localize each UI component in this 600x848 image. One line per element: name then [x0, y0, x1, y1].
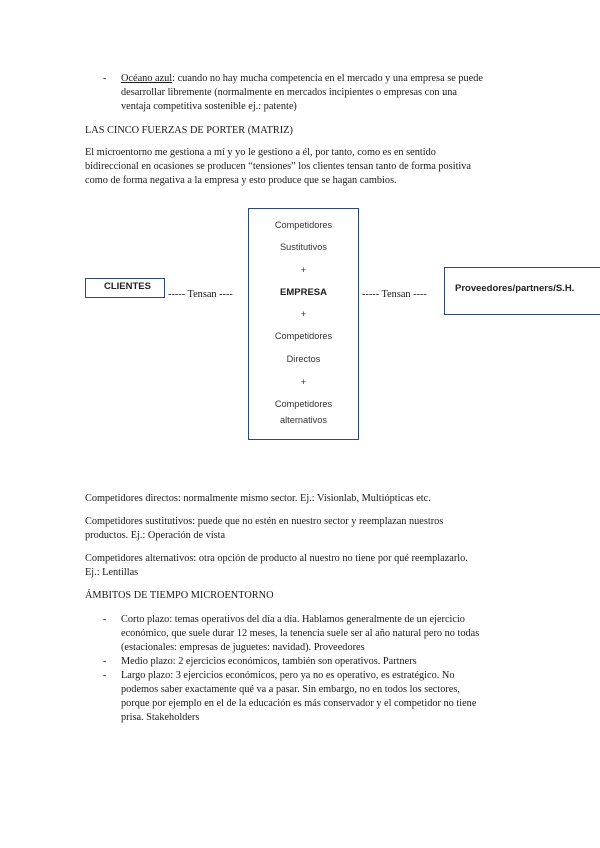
alternativos-line2: Ej.: Lentillas — [85, 567, 139, 578]
porter-paragraph — [85, 146, 545, 188]
proveedores-label: Proveedores/partners/S.H. — [455, 283, 575, 294]
tensan-right: ----- Tensan ---- — [362, 289, 427, 300]
center-plus-3: + — [300, 377, 307, 387]
center-plus-1: + — [300, 265, 307, 275]
center-line-competidores-1: Competidores — [274, 220, 333, 230]
sustitutivos-line1: Competidores sustitutivos: puede que no estén en nuestro sector y reemplazan nuestros — [85, 516, 444, 527]
bullet-dash: - — [103, 670, 107, 681]
oceano-azul-line3: ventaja competitiva sostenible ej.: patente) — [121, 101, 297, 112]
center-plus-2: + — [300, 309, 307, 319]
largo-line1: Largo plazo: 3 ejercicios económicos, pero ya no es operativo, es estratégico. No — [121, 670, 455, 681]
porter-p-line1: El microentorno me gestiona a mí y yo le gestiono a él, por tanto, como es en sentido — [85, 147, 436, 158]
center-empresa: EMPRESA — [280, 287, 327, 298]
bullet-dash: - — [103, 73, 107, 84]
oceano-azul-line1: : cuando no hay mucha competencia en el mercado y una empresa se puede — [172, 73, 483, 84]
porter-heading: LAS CINCO FUERZAS DE PORTER (MATRIZ) — [85, 125, 293, 136]
medio-plazo-bullet — [103, 655, 523, 669]
corto-line2: económico, que suele durar 12 meses, la tenencia suele ser al año natural pero no todas — [121, 628, 480, 639]
corto-line1: Corto plazo: temas operativos del día a día. Hablamos generalmente de un ejercicio — [121, 614, 465, 625]
oceano-azul-term: Océano azul — [121, 73, 173, 84]
competidores-sustitutivos — [85, 515, 545, 543]
oceano-azul-bullet — [103, 72, 523, 114]
center-line-competidores-2: Competidores — [274, 331, 333, 341]
bullet-dash: - — [103, 656, 107, 667]
clientes-box — [85, 278, 165, 298]
porter-p-line2: bidireccional en ocasiones se producen “tensiones” los clientes tensan tanto de forma positiva — [85, 161, 472, 172]
center-line-sustitutivos: Sustitutivos — [280, 242, 327, 252]
competidores-alternativos — [85, 552, 555, 580]
largo-plazo-bullet — [103, 669, 523, 725]
center-line-alternativos: alternativos — [280, 415, 327, 425]
largo-line4: prisa. Stakeholders — [121, 712, 200, 723]
alternativos-line1: Competidores alternativos: otra opción de producto al nuestro no tiene por qué reemplazarlo. — [85, 553, 468, 564]
largo-line2: podemos saber exactamente qué va a pasar. Sin embargo, no en todos los sectores, — [121, 684, 460, 695]
ambitos-heading: ÁMBITOS DE TIEMPO MICROENTORNO — [85, 590, 274, 601]
porter-p-line3: como de forma negativa a la empresa y esto produce que se hagan cambios. — [85, 175, 397, 186]
corto-line3: (estacionales: empresas de juguetes: navidad). Proveedores — [121, 642, 365, 653]
empresa-box — [248, 208, 359, 440]
oceano-azul-line2: desarrollar libremente (normalmente en mercados incipientes o empresas con una — [121, 87, 457, 98]
tensan-left: ----- Tensan ---- — [168, 289, 233, 300]
clientes-label: CLIENTES — [104, 281, 151, 292]
center-line-competidores-3: Competidores — [274, 399, 333, 409]
competidores-directos: Competidores directos: normalmente mismo sector. Ej.: Visionlab, Multiópticas etc. — [85, 493, 431, 504]
sustitutivos-line2: productos. Ej.: Operación de vista — [85, 530, 226, 541]
medio-line1: Medio plazo: 2 ejercicios económicos, también son operativos. Partners — [121, 656, 417, 667]
corto-plazo-bullet — [103, 613, 523, 655]
center-line-directos: Directos — [286, 354, 321, 364]
bullet-dash: - — [103, 614, 107, 625]
proveedores-box — [444, 267, 600, 315]
largo-line3: porque por ejemplo en el de la educación es más conservador y el competidor no tiene — [121, 698, 477, 709]
